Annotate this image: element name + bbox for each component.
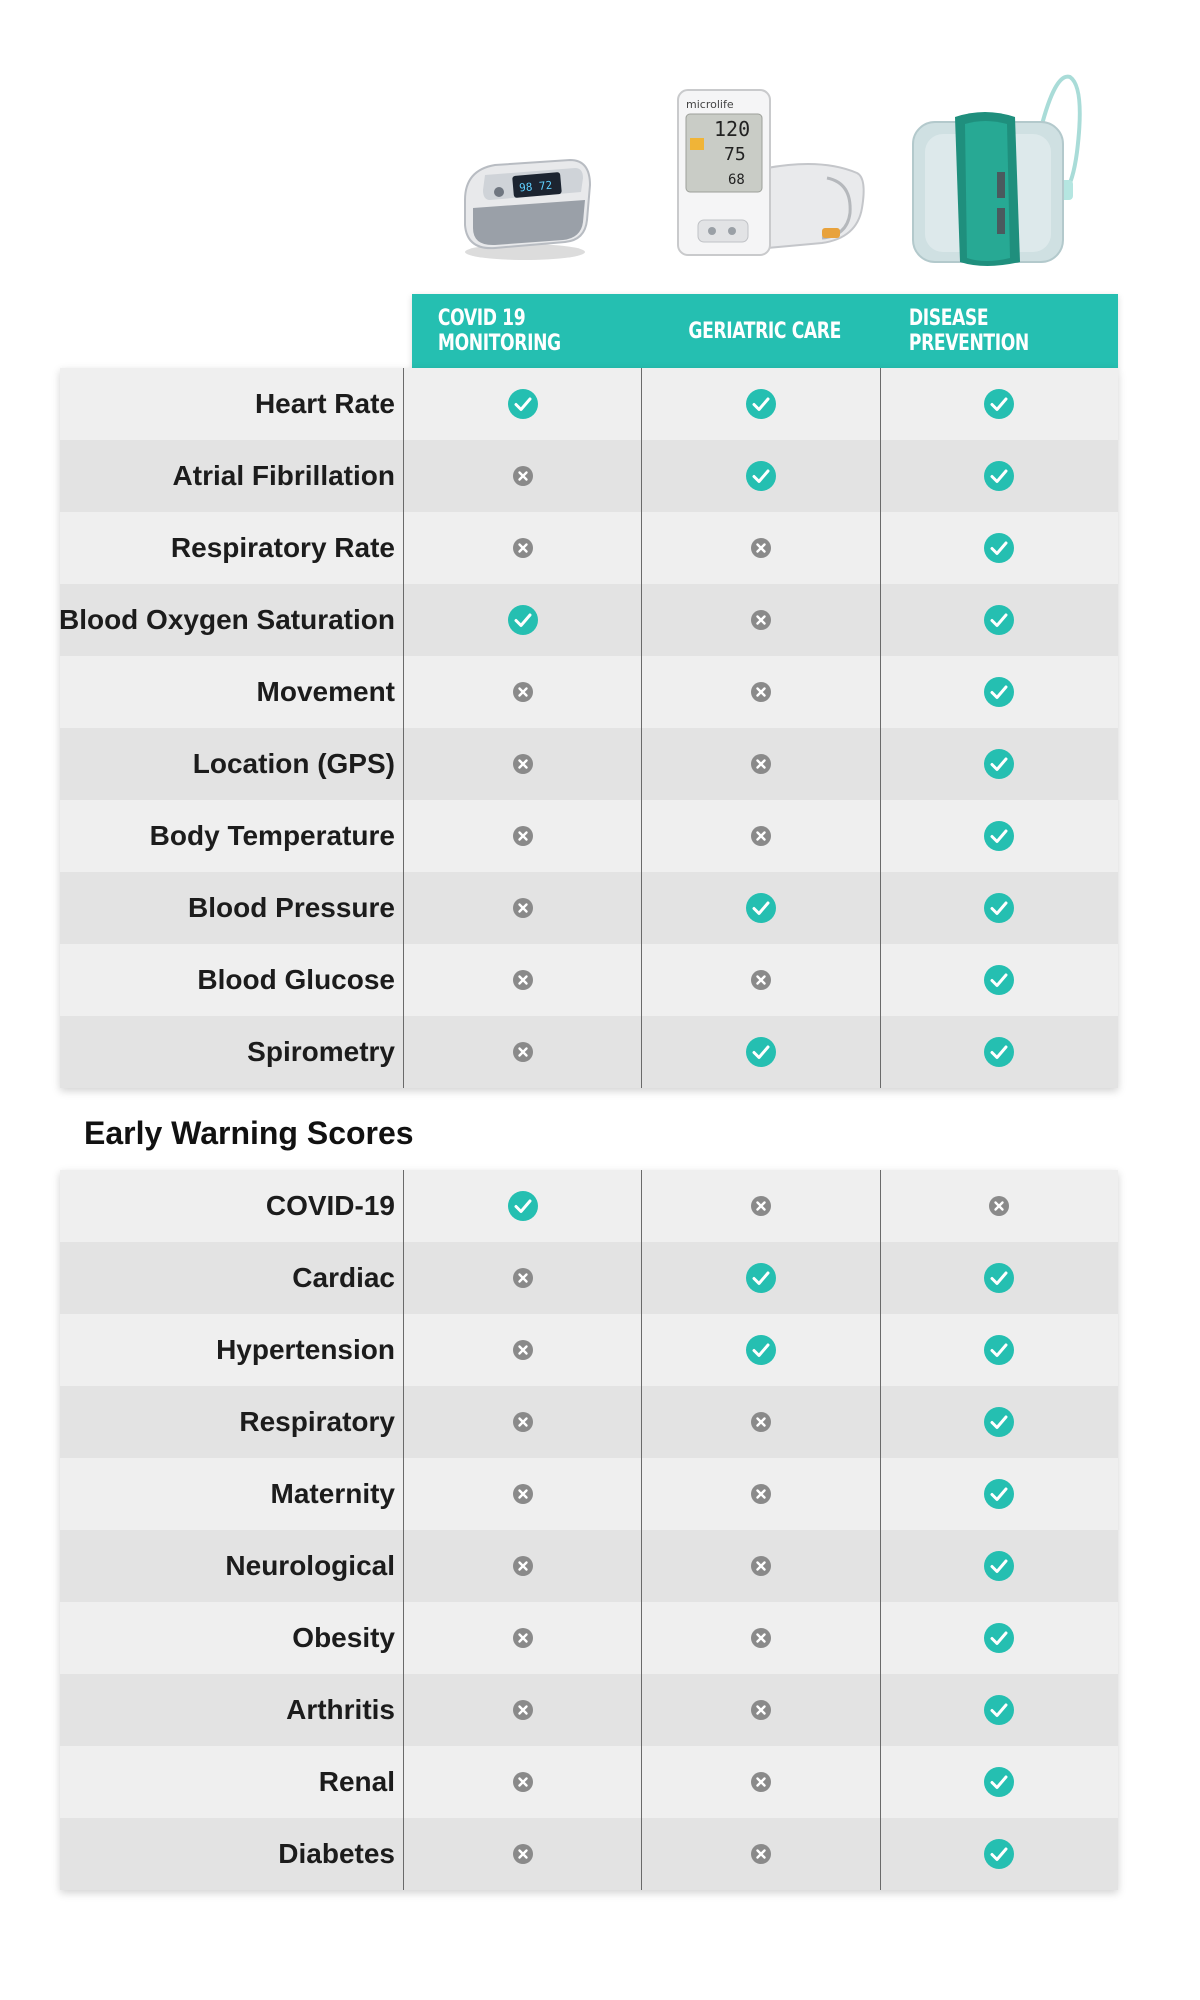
plan-header-bar <box>412 294 1118 368</box>
cross-icon <box>750 753 772 775</box>
table-row <box>60 584 1118 656</box>
cross-icon <box>512 537 534 559</box>
row-label: Atrial Fibrillation <box>172 460 395 491</box>
row-label: Obesity <box>292 1622 395 1653</box>
cross-icon <box>512 1843 534 1865</box>
cross-icon <box>750 1195 772 1217</box>
row-label: Respiratory <box>239 1406 395 1437</box>
cross-icon <box>512 1339 534 1361</box>
table-row <box>60 1170 1118 1242</box>
early-warning-title: Early Warning Scores <box>84 1115 414 1151</box>
cross-icon <box>988 1195 1010 1217</box>
oximeter-screen-text: 98 72 <box>518 178 553 195</box>
feature-cell <box>403 800 641 872</box>
feature-cell <box>641 944 879 1016</box>
feature-cell <box>880 1458 1118 1530</box>
feature-cell <box>641 440 879 512</box>
cross-icon <box>512 1483 534 1505</box>
check-icon <box>745 460 777 492</box>
cross-icon <box>512 681 534 703</box>
feature-cell <box>880 512 1118 584</box>
table-row <box>60 368 1118 440</box>
check-icon <box>983 1478 1015 1510</box>
bp-pulse-text: 68 <box>728 172 745 188</box>
feature-cell <box>641 1746 879 1818</box>
table-row <box>60 1818 1118 1890</box>
feature-cell <box>880 440 1118 512</box>
row-label: Maternity <box>270 1478 395 1509</box>
cross-icon <box>750 609 772 631</box>
check-icon <box>983 1334 1015 1366</box>
cross-icon <box>512 897 534 919</box>
feature-cell <box>641 728 879 800</box>
table-row <box>60 944 1118 1016</box>
cross-icon <box>750 681 772 703</box>
row-label: Respiratory Rate <box>170 532 395 563</box>
check-icon <box>983 532 1015 564</box>
feature-cell <box>641 1674 879 1746</box>
table-row <box>60 1386 1118 1458</box>
check-icon <box>507 604 539 636</box>
cross-icon <box>750 1483 772 1505</box>
cross-icon <box>512 1041 534 1063</box>
feature-cell <box>403 584 641 656</box>
cross-icon <box>512 1771 534 1793</box>
table-row <box>60 1242 1118 1314</box>
feature-cell <box>880 1386 1118 1458</box>
cross-icon <box>750 1411 772 1433</box>
row-label: Blood Pressure <box>188 892 395 923</box>
table-row <box>60 440 1118 512</box>
cross-icon <box>750 1555 772 1577</box>
table-row <box>60 1674 1118 1746</box>
check-icon <box>983 1262 1015 1294</box>
feature-cell <box>403 368 641 440</box>
feature-cell <box>641 368 879 440</box>
row-label: Spirometry <box>247 1036 395 1067</box>
feature-cell <box>641 584 879 656</box>
check-icon <box>745 388 777 420</box>
table-row <box>60 1016 1118 1088</box>
feature-cell <box>403 1602 641 1674</box>
table-row <box>60 1602 1118 1674</box>
table-row <box>60 512 1118 584</box>
feature-cell <box>880 584 1118 656</box>
feature-cell <box>403 1386 641 1458</box>
cross-icon <box>750 1627 772 1649</box>
feature-cell <box>880 1016 1118 1088</box>
cross-icon <box>512 1267 534 1289</box>
row-label: Location (GPS) <box>192 748 395 779</box>
column-header-label: COVID 19 MONITORING <box>437 306 561 356</box>
check-icon <box>983 1838 1015 1870</box>
feature-cell <box>641 656 879 728</box>
feature-cell <box>880 944 1118 1016</box>
cross-icon <box>750 1843 772 1865</box>
row-label: Neurological <box>225 1550 395 1581</box>
row-label: Blood Oxygen Saturation <box>58 604 395 635</box>
cross-icon <box>512 969 534 991</box>
row-label: Movement <box>256 676 395 707</box>
feature-cell <box>880 1314 1118 1386</box>
table-row <box>60 1746 1118 1818</box>
feature-cell <box>641 1458 879 1530</box>
feature-cell <box>641 1242 879 1314</box>
cross-icon <box>512 465 534 487</box>
feature-cell <box>880 656 1118 728</box>
cross-icon <box>750 1771 772 1793</box>
feature-cell <box>880 1602 1118 1674</box>
column-header-prevention <box>909 294 1093 368</box>
feature-cell <box>641 872 879 944</box>
column-header-covid <box>438 294 622 368</box>
check-icon <box>983 748 1015 780</box>
row-label: COVID-19 <box>265 1190 395 1221</box>
feature-cell <box>880 1242 1118 1314</box>
feature-cell <box>880 800 1118 872</box>
cross-icon <box>512 1411 534 1433</box>
row-label: Hypertension <box>216 1334 395 1365</box>
bp-systolic-text: 120 <box>714 117 751 141</box>
feature-cell <box>403 512 641 584</box>
feature-cell <box>403 1674 641 1746</box>
feature-cell <box>403 1314 641 1386</box>
cross-icon <box>750 537 772 559</box>
table-row <box>60 872 1118 944</box>
feature-cell <box>403 656 641 728</box>
table-row <box>60 656 1118 728</box>
feature-cell <box>403 1746 641 1818</box>
check-icon <box>983 1036 1015 1068</box>
cross-icon <box>512 825 534 847</box>
feature-cell <box>403 1818 641 1890</box>
feature-cell <box>641 1314 879 1386</box>
check-icon <box>983 1406 1015 1438</box>
feature-cell <box>880 872 1118 944</box>
feature-cell <box>880 1746 1118 1818</box>
table-row <box>60 800 1118 872</box>
feature-cell <box>403 1016 641 1088</box>
feature-cell <box>880 728 1118 800</box>
bp-diastolic-text: 75 <box>724 144 746 165</box>
check-icon <box>983 1622 1015 1654</box>
check-icon <box>983 460 1015 492</box>
check-icon <box>983 964 1015 996</box>
cross-icon <box>512 1627 534 1649</box>
check-icon <box>745 1334 777 1366</box>
check-icon <box>745 1036 777 1068</box>
feature-cell <box>880 1530 1118 1602</box>
check-icon <box>983 388 1015 420</box>
feature-cell <box>403 728 641 800</box>
check-icon <box>983 1766 1015 1798</box>
check-icon <box>983 676 1015 708</box>
cross-icon <box>512 1699 534 1721</box>
feature-cell <box>403 1530 641 1602</box>
feature-cell <box>403 1170 641 1242</box>
feature-cell <box>880 1818 1118 1890</box>
feature-cell <box>641 800 879 872</box>
check-icon <box>507 388 539 420</box>
check-icon <box>983 820 1015 852</box>
check-icon <box>745 1262 777 1294</box>
row-label: Body Temperature <box>149 820 395 851</box>
feature-cell <box>880 1170 1118 1242</box>
table-row <box>60 1458 1118 1530</box>
row-label: Renal <box>318 1766 395 1797</box>
table-row <box>60 1314 1118 1386</box>
check-icon <box>983 892 1015 924</box>
feature-cell <box>641 1386 879 1458</box>
row-label: Heart Rate <box>254 388 395 419</box>
bp-brand-text: microlife <box>686 98 734 111</box>
feature-cell <box>403 1458 641 1530</box>
feature-cell <box>880 1674 1118 1746</box>
feature-cell <box>641 512 879 584</box>
check-icon <box>507 1190 539 1222</box>
cross-icon <box>750 969 772 991</box>
feature-cell <box>403 872 641 944</box>
vitals-table <box>60 368 1118 1088</box>
feature-cell <box>880 368 1118 440</box>
early-warning-table <box>60 1170 1118 1890</box>
cross-icon <box>750 825 772 847</box>
feature-cell <box>641 1602 879 1674</box>
check-icon <box>983 1550 1015 1582</box>
feature-cell <box>641 1170 879 1242</box>
wearable-monitor-image <box>905 62 1105 272</box>
feature-cell <box>403 440 641 512</box>
blood-pressure-monitor-image <box>672 88 872 263</box>
row-label: Arthritis <box>286 1694 395 1725</box>
cross-icon <box>512 753 534 775</box>
column-header-geriatric <box>673 294 857 368</box>
column-header-label: GERIATRIC CARE <box>688 318 842 344</box>
table-row <box>60 1530 1118 1602</box>
feature-cell <box>641 1530 879 1602</box>
feature-cell <box>641 1818 879 1890</box>
check-icon <box>983 604 1015 636</box>
row-label: Blood Glucose <box>197 964 395 995</box>
check-icon <box>983 1694 1015 1726</box>
feature-cell <box>403 944 641 1016</box>
column-header-label: DISEASE PREVENTION <box>908 306 1029 356</box>
check-icon <box>745 892 777 924</box>
feature-cell <box>403 1242 641 1314</box>
row-label: Cardiac <box>292 1262 395 1293</box>
table-row <box>60 728 1118 800</box>
cross-icon <box>750 1699 772 1721</box>
pulse-oximeter-image <box>455 130 595 265</box>
cross-icon <box>512 1555 534 1577</box>
feature-cell <box>641 1016 879 1088</box>
row-label: Diabetes <box>278 1838 395 1869</box>
